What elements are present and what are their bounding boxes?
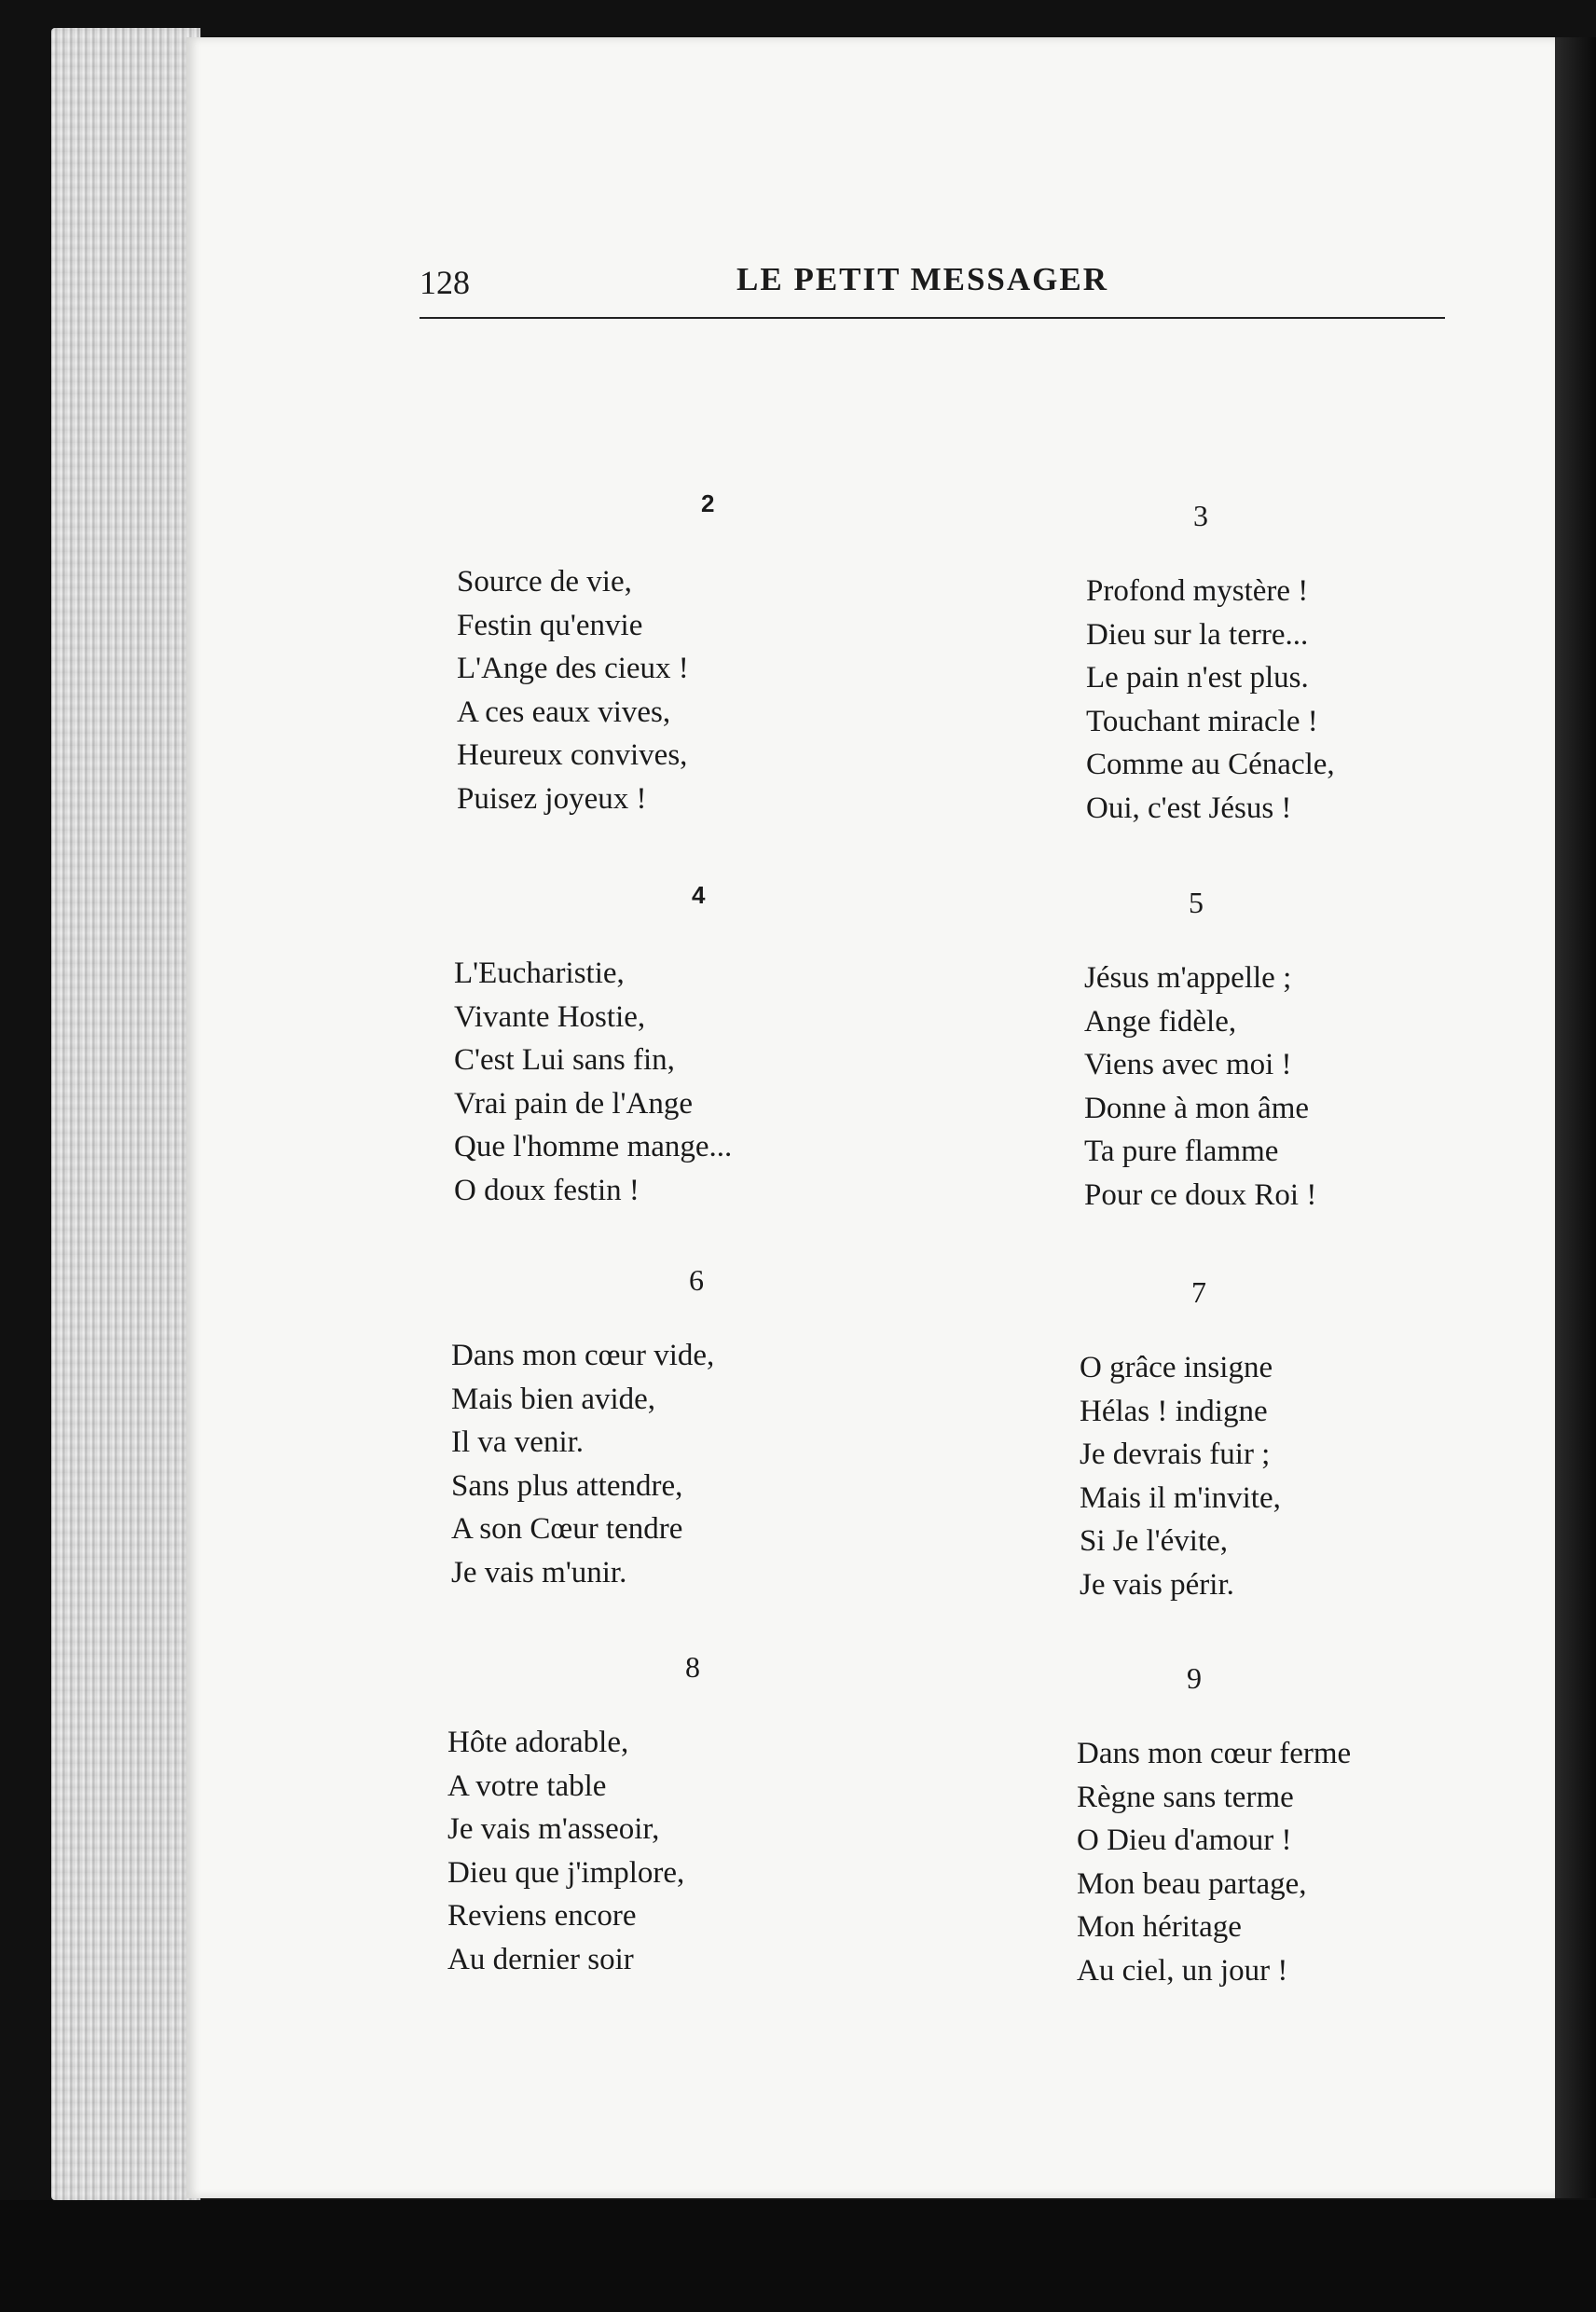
verse-line: Dans mon cœur ferme — [1077, 1737, 1352, 1770]
stanza-number: 6 — [689, 1263, 704, 1297]
stanza-number: 9 — [1187, 1661, 1202, 1695]
verse-line: Mon héritage — [1077, 1910, 1242, 1944]
verse-line: Je vais m'asseoir, — [447, 1812, 660, 1846]
stanza-6 — [451, 1263, 871, 1594]
verse-line: Comme au Cénacle, — [1086, 748, 1335, 781]
stanza-2 — [457, 489, 876, 820]
verse-line: Au ciel, un jour ! — [1077, 1953, 1288, 1988]
stanza-number: 3 — [1193, 499, 1208, 532]
verse-line: Pour ce doux Roi ! — [1084, 1177, 1317, 1212]
verse-line: Je vais périr. — [1080, 1567, 1234, 1602]
verse-line: Hélas ! indigne — [1080, 1394, 1268, 1428]
stanza-9 — [1077, 1661, 1496, 1992]
verse-line: Puisez joyeux ! — [457, 781, 647, 816]
book-page-edges — [51, 28, 200, 2200]
verse-line: Je devrais fuir ; — [1080, 1438, 1271, 1471]
verse-line: Je vais m'unir. — [451, 1555, 627, 1590]
page-number: 128 — [420, 264, 470, 301]
verse-line: L'Ange des cieux ! — [457, 652, 689, 685]
verse-line: Que l'homme mange... — [454, 1130, 733, 1163]
verse-line: Festin qu'envie — [457, 608, 643, 642]
verse-line: Source de vie, — [457, 565, 632, 599]
page-header — [420, 252, 1445, 319]
verse-line: Heureux convives, — [457, 738, 688, 772]
verse-line: Hôte adorable, — [447, 1726, 629, 1759]
verse-line: Mais bien avide, — [451, 1382, 656, 1416]
running-title: LE PETIT MESSAGER — [736, 261, 1109, 297]
verse-line: Oui, c'est Jésus ! — [1086, 791, 1292, 825]
stanza-number: 7 — [1191, 1275, 1206, 1309]
verse-line: A votre table — [447, 1768, 607, 1803]
verse-line: C'est Lui sans fin, — [454, 1043, 675, 1077]
stanza-number: 8 — [685, 1650, 700, 1684]
verse-line: Au dernier soir — [447, 1942, 634, 1976]
stanza-3 — [1086, 499, 1506, 830]
stanza-number: 5 — [1189, 886, 1204, 919]
stanza-number: 2 — [701, 489, 715, 517]
stanza-4 — [454, 881, 874, 1212]
verse-line: Jésus m'appelle ; — [1084, 961, 1292, 995]
verse-line: Il va venir. — [451, 1425, 585, 1459]
verse-line: Reviens encore — [447, 1899, 637, 1933]
verse-line: A son Cœur tendre — [451, 1512, 683, 1546]
verse-line: Vivante Hostie, — [454, 999, 646, 1034]
verse-line: O doux festin ! — [454, 1173, 640, 1207]
verse-line: Si Je l'évite, — [1080, 1524, 1229, 1558]
verse-line: Règne sans terme — [1077, 1780, 1294, 1814]
stanza-number: 4 — [692, 881, 706, 909]
stanza-7 — [1080, 1275, 1499, 1606]
verse-line: Vrai pain de l'Ange — [454, 1086, 693, 1121]
binding-shadow — [1555, 37, 1596, 2198]
verse-line: Ange fidèle, — [1084, 1004, 1237, 1039]
verse-line: O grâce insigne — [1080, 1351, 1273, 1384]
stanza-8 — [447, 1650, 867, 1981]
scan-background — [0, 2200, 1596, 2312]
verse-line: Profond mystère ! — [1086, 574, 1309, 608]
verse-line: Le pain n'est plus. — [1086, 661, 1309, 695]
stanza-5 — [1084, 886, 1504, 1217]
verse-line: Mais il m'invite, — [1080, 1480, 1281, 1515]
verse-line: Viens avec moi ! — [1084, 1048, 1292, 1081]
verse-line: Dieu sur la terre... — [1086, 617, 1309, 652]
verse-line: A ces eaux vives, — [457, 695, 671, 729]
verse-line: Sans plus attendre, — [451, 1468, 683, 1503]
verse-line: O Dieu d'amour ! — [1077, 1823, 1292, 1857]
verse-line: Dans mon cœur vide, — [451, 1339, 715, 1372]
verse-line: Mon beau partage, — [1077, 1866, 1307, 1901]
verse-line: Dieu que j'implore, — [447, 1855, 685, 1890]
verse-line: Touchant miracle ! — [1086, 704, 1318, 738]
verse-line: Donne à mon âme — [1084, 1091, 1310, 1125]
verse-line: L'Eucharistie, — [454, 956, 625, 990]
verse-line: Ta pure flamme — [1084, 1135, 1279, 1168]
